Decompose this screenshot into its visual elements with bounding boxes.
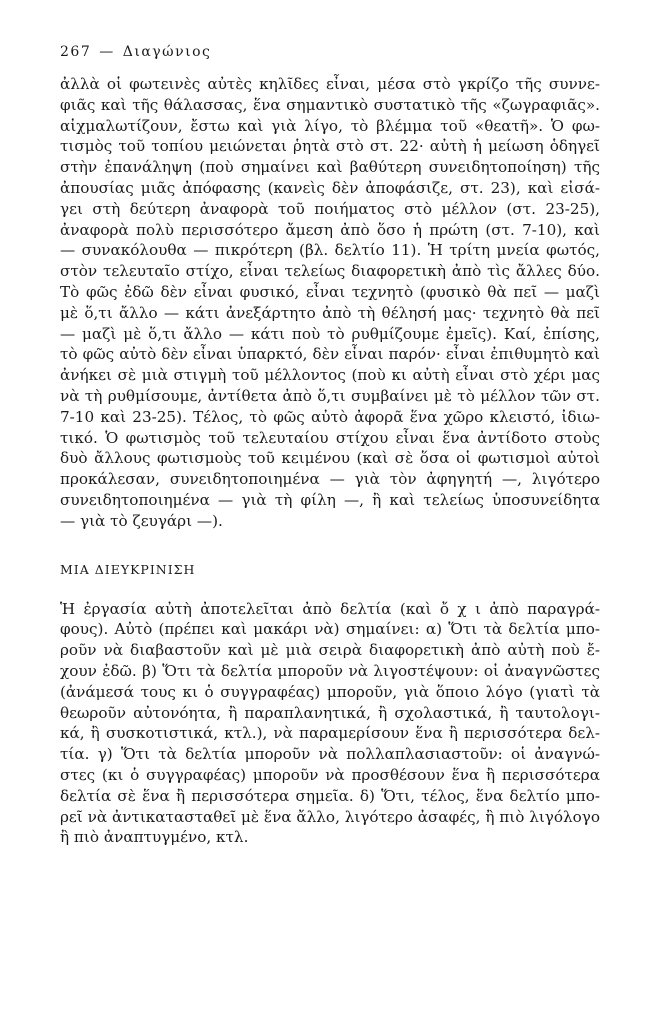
text-line: προκάλεσαν, συνειδητοποιημένα — γιὰ τὸν ἀφηγητή —, λιγότερο — [60, 470, 600, 489]
text-line: φιᾶς καὶ τῆς θάλασσας, ἕνα σημαντικὸ συστατικὸ τῆς «ζωγραφιᾶς». — [60, 95, 600, 114]
body-paragraph-2 — [60, 599, 600, 849]
text-line: — συνακόλουθα — πικρότερη (βλ. δελτίο 11). Ἡ τρίτη μνεία φωτός, — [60, 241, 600, 260]
running-head-dash: — — [99, 44, 115, 60]
text-line: συνειδητοποιημένα — γιὰ τὴ φίλη —, ἢ καὶ τελείως ὑποσυνείδητα — [60, 490, 600, 509]
book-page — [60, 44, 600, 848]
text-line: φους). Αὐτὸ (πρέπει καὶ μακάρι νὰ) σημαίνει: α) Ὅτι τὰ δελτία μπο- — [60, 620, 600, 639]
text-line: τισμὸς τοῦ τοπίου μειώνεται ῥητὰ στὸ στ. 22· αὐτὴ ἡ μείωση ὁδηγεῖ — [60, 137, 600, 156]
page-number: 267 — [60, 44, 92, 60]
section-heading: ΜΙΑ ΔΙΕΥΚΡΙΝΙΣΗ — [60, 561, 196, 577]
text-line: κά, ἢ συσκοτιστικά, κτλ.), νὰ παραμερίσουν ἕνα ἢ περισσότερα δελ- — [60, 724, 600, 743]
text-line: νὰ τὴ ρυθμίσουμε, ἀντίθετα ἀπὸ ὅ,τι συμβαίνει μὲ τὸ μέλλον τῶν στ. — [60, 386, 600, 405]
text-line: ἀπουσίας μιᾶς ἀπόφασης (κανεὶς δὲν ἀποφάσιζε, στ. 23), καὶ εἰσά- — [60, 178, 600, 197]
text-line: ἀλλὰ οἱ φωτεινὲς αὐτὲς κηλῖδες εἶναι, μέσα στὸ γκρίζο τῆς συννε- — [60, 75, 600, 93]
text-line: θεωροῦν αὐτονόητα, ἢ παραπλανητικά, ἢ σχολαστικά, ἢ ταυτολογι- — [60, 703, 600, 722]
text-line: γει στὴ δεύτερη ἀναφορὰ τοῦ ποιήματος στὸ μέλλον (στ. 23-25), — [60, 199, 600, 218]
text-line: — μαζὶ μὲ ὅ,τι ἄλλο — κάτι ποὺ τὸ ρυθμίζουμε ἐμεῖς). Καί, ἐπίσης, — [60, 324, 600, 343]
text-line: μὲ ὅ,τι ἄλλο — κάτι ἀνεξάρτητο ἀπὸ τὴ θέλησή μας· τεχνητὸ θὰ πεῖ — [60, 303, 600, 322]
text-line: στὸν τελευταῖο στίχο, εἶναι τελείως διαφορετικὴ ἀπὸ τὶς ἄλλες δύο. — [60, 262, 600, 281]
text-line: στες (κι ὁ συγγραφέας) μποροῦν νὰ προσθέσουν ἕνα ἢ περισσότερα — [60, 765, 600, 784]
running-head — [60, 44, 600, 60]
text-line: ρεῖ νὰ ἀντικατασταθεῖ μὲ ἕνα ἄλλο, λιγότερο ἀσαφές, ἢ πιὸ λιγόλογο — [60, 807, 600, 826]
text-line: χουν ἐδῶ. β) Ὅτι τὰ δελτία μποροῦν νὰ λιγοστέψουν: οἱ ἀναγνῶστες — [60, 661, 600, 680]
text-line: — γιὰ τὸ ζευγάρι —). — [60, 511, 223, 530]
text-line: αἰχμαλωτίζουν, ἔστω καὶ γιὰ λίγο, τὸ βλέμμα τοῦ «θεατῆ». Ὁ φω- — [60, 116, 600, 135]
text-line: ἀνήκει σὲ μιὰ στιγμὴ τοῦ μέλλοντος (ποὺ κι αὐτὴ εἶναι στὸ χέρι μας — [60, 366, 600, 385]
text-line: τικό. Ὁ φωτισμὸς τοῦ τελευταίου στίχου εἶναι ἕνα ἀντίδοτο στοὺς — [60, 428, 600, 447]
body-paragraph-1 — [60, 74, 600, 532]
text-line: στὴν ἐπανάληψη (ποὺ σημαίνει καὶ βαθύτερη συνειδητοποίηση) τῆς — [60, 158, 600, 177]
text-line: τὸ φῶς αὐτὸ δὲν εἶναι ὑπαρκτό, δὲν εἶναι παρόν· εἶναι ἐπιθυμητὸ καὶ — [60, 345, 600, 364]
text-line: ἢ πιὸ ἀναπτυγμένο, κτλ. — [60, 828, 249, 847]
text-line: δελτία σὲ ἕνα ἢ περισσότερα σημεῖα. δ) Ὅτι, τέλος, ἕνα δελτίο μπο- — [60, 786, 600, 805]
text-line: (ἀνάμεσά τους κι ὁ συγγραφέας) μποροῦν, γιὰ ὅποιο λόγο (γιατὶ τὰ — [60, 682, 600, 701]
text-line: τία. γ) Ὅτι τὰ δελτία μποροῦν νὰ πολλαπλασιαστοῦν: οἱ ἀναγνώ- — [60, 745, 600, 764]
running-head-author: Διαγώνιος — [122, 44, 212, 60]
text-line: Ἡ ἐργασία αὐτὴ ἀποτελεῖται ἀπὸ δελτία (καὶ ὄ χ ι ἀπὸ παραγρά- — [60, 599, 600, 618]
text-line: δυὸ ἄλλους φωτισμοὺς τοῦ κειμένου (καὶ σὲ ὅσα οἱ φωτισμοὶ αὐτοὶ — [60, 449, 600, 468]
text-line: ἀναφορὰ πολὺ περισσότερο ἄμεση ἀπὸ ὅσο ἡ πρώτη (στ. 7-10), καὶ — [60, 220, 600, 239]
text-line: ροῦν νὰ διαβαστοῦν καὶ μὲ μιὰ σειρὰ διαφορετικὴ ἀπὸ αὐτὴ ποὺ ἔ- — [60, 641, 600, 660]
text-line: 7-10 καὶ 23-25). Τέλος, τὸ φῶς αὐτὸ ἀφορᾶ ἕνα χῶρο κλειστό, ἰδιω- — [60, 407, 600, 426]
text-line: Τὸ φῶς ἐδῶ δὲν εἶναι φυσικό, εἶναι τεχνητὸ (φυσικὸ θὰ πεῖ — μαζὶ — [60, 282, 600, 301]
